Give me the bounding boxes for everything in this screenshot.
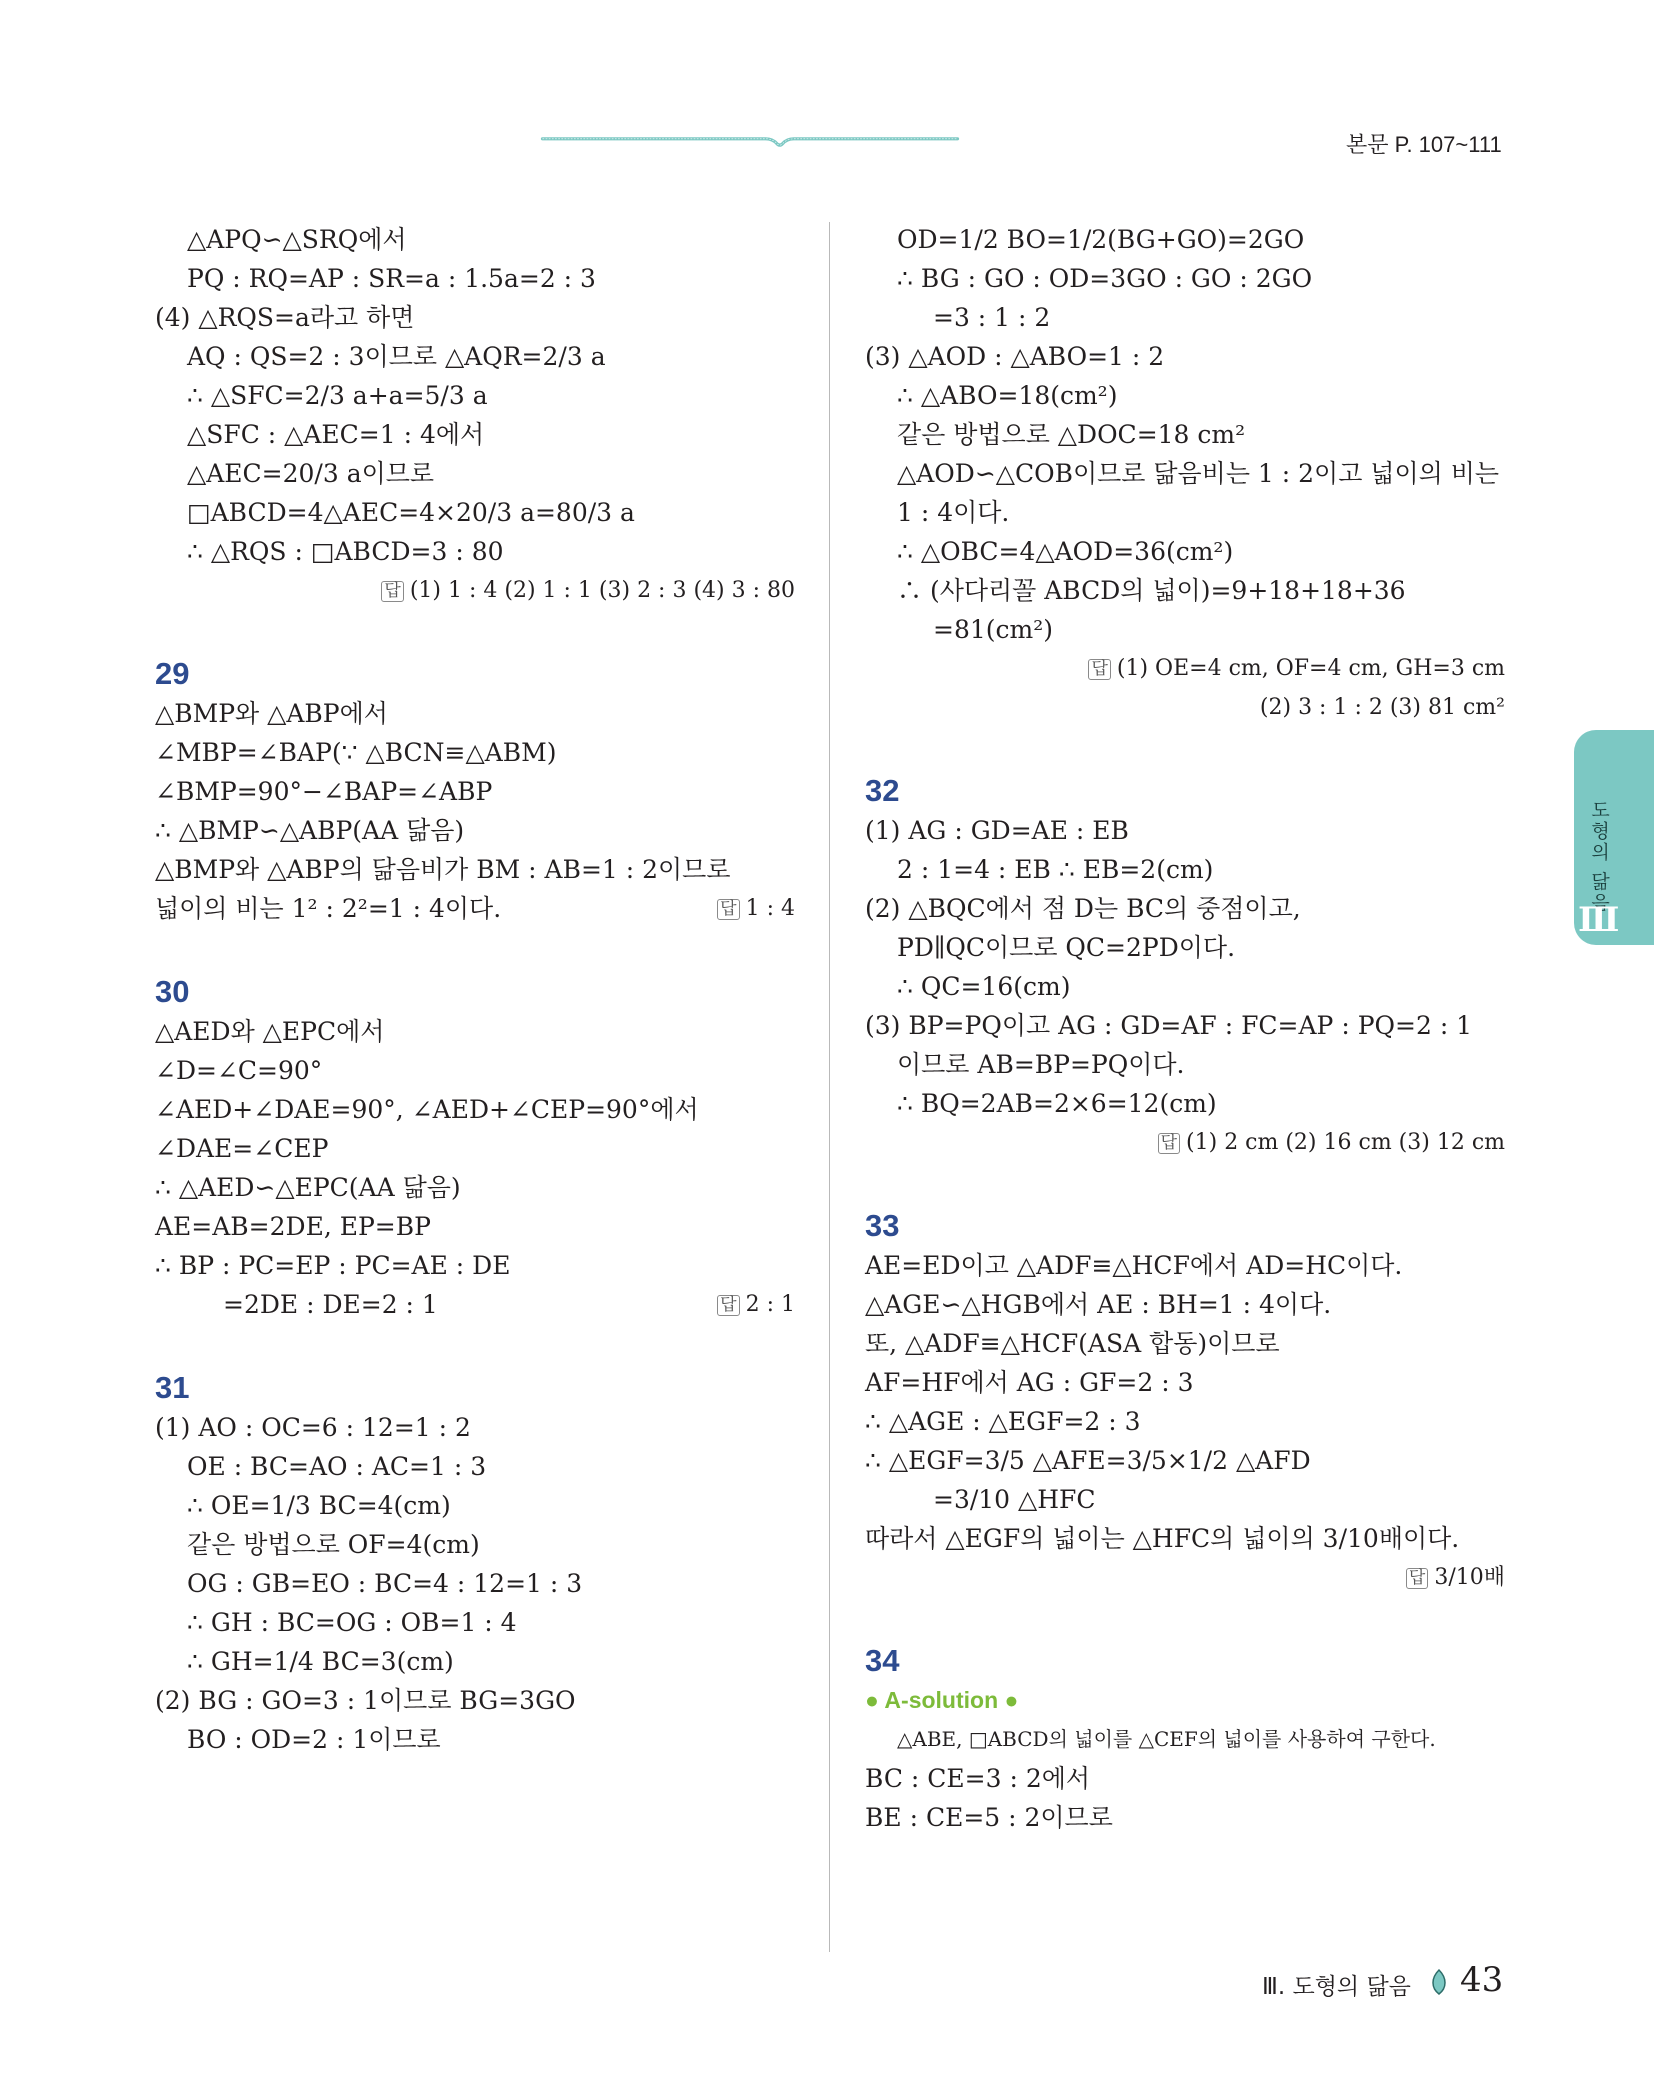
solution-line [865, 811, 1505, 850]
solution-line [865, 850, 1505, 889]
line-text: 30 [155, 974, 190, 1009]
line-text: ∴ QC=16(cm) [897, 972, 1071, 1001]
answer-mark-icon: 답 [717, 899, 739, 920]
line-text: 31 [155, 1370, 190, 1405]
solution-line [865, 1480, 1505, 1519]
line-text: □ABCD=4△AEC=4×20/3 a=80/3 a [187, 498, 635, 527]
solution-line [155, 850, 795, 889]
line-text: AF=HF에서 AG : GF=2 : 3 [865, 1368, 1194, 1397]
problem-number [865, 771, 1505, 811]
solution-line [155, 298, 795, 337]
answer-line [865, 1558, 1505, 1597]
line-text: ∴ GH : BC=OG : OB=1 : 4 [187, 1608, 517, 1637]
solution-line [865, 493, 1505, 532]
line-text: 또, △ADF≡△HCF(ASA 합동)이므로 [865, 1329, 1280, 1358]
line-text: BO : OD=2 : 1이므로 [187, 1725, 441, 1754]
line-text: =3 : 1 : 2 [933, 303, 1051, 332]
line-text: ∴ (사다리꼴 ABCD의 넓이)=9+18+18+36 [897, 576, 1406, 605]
line-text: ∴ △SFC=2/3 a+a=5/3 a [187, 381, 488, 410]
solution-line [865, 889, 1505, 928]
line-text: OG : GB=EO : BC=4 : 12=1 : 3 [187, 1569, 583, 1598]
answer-mark-icon: 답 [1406, 1568, 1428, 1589]
line-text: ∴ BQ=2AB=2×6=12(cm) [897, 1089, 1217, 1118]
line-text: 이므로 AB=BP=PQ이다. [897, 1050, 1185, 1079]
solution-line [155, 1525, 795, 1564]
line-text: AE=ED이고 △ADF≡△HCF에서 AD=HC이다. [865, 1251, 1403, 1280]
solution-line [155, 337, 795, 376]
solution-line [865, 1363, 1505, 1402]
line-text: (2) △BQC에서 점 D는 BC의 중점이고, [865, 894, 1301, 923]
problem-number [155, 972, 795, 1012]
line-text: ● A-solution ● [865, 1687, 1019, 1713]
right-column [865, 220, 1505, 1837]
answer-mark-icon: 답 [1088, 659, 1110, 680]
answer-inline [717, 889, 795, 928]
line-text: 29 [155, 656, 190, 691]
left-column [155, 220, 795, 1759]
solution-line [155, 376, 795, 415]
line-text: ∴ △BMP∽△ABP(AA 닮음) [155, 816, 465, 845]
page-number: 43 [1460, 1960, 1504, 2000]
line-text: AQ : QS=2 : 3이므로 △AQR=2/3 a [187, 342, 606, 371]
solution-line [155, 1408, 795, 1447]
problem-number [155, 654, 795, 694]
line-text: ∴ GH=1/4 BC=3(cm) [187, 1647, 454, 1676]
solution-line [865, 928, 1505, 967]
line-text: △BMP와 △ABP의 닮음비가 BM : AB=1 : 2이므로 [155, 855, 731, 884]
line-text: 3/10배 [1434, 1565, 1505, 1590]
line-text: (1) 2 cm (2) 16 cm (3) 12 cm [1186, 1130, 1505, 1155]
solution-line [155, 1603, 795, 1642]
solution-line [865, 259, 1505, 298]
line-text: (1) AG : GD=AE : EB [865, 816, 1129, 845]
side-tab-numeral: Ⅲ [1578, 900, 1620, 940]
line-text: BC : CE=3 : 2에서 [865, 1764, 1091, 1793]
line-text: 33 [865, 1208, 900, 1243]
line-text: ∴ BG : GO : OD=3GO : GO : 2GO [897, 264, 1313, 293]
side-tab-label: 도형의 닮음 [1588, 800, 1610, 914]
line-text: =3/10 △HFC [933, 1485, 1096, 1514]
line-text: OE : BC=AO : AC=1 : 3 [187, 1452, 487, 1481]
line-text: (1) OE=4 cm, OF=4 cm, GH=3 cm [1116, 656, 1505, 681]
solution-line [865, 1720, 1505, 1759]
line-text: 32 [865, 773, 900, 808]
solution-line [155, 532, 795, 571]
answer-inline [717, 1285, 795, 1324]
solution-line [155, 733, 795, 772]
line-text: ∴ △RQS : □ABCD=3 : 80 [187, 537, 504, 566]
leaf-icon [1428, 1968, 1450, 1996]
line-text: 따라서 △EGF의 넓이는 △HFC의 넓이의 3/10배이다. [865, 1524, 1460, 1553]
line-text: ∴ △AGE : △EGF=2 : 3 [865, 1407, 1141, 1436]
footer-chapter: Ⅲ. 도형의 닮음 [1262, 1974, 1411, 2000]
line-text: (1) AO : OC=6 : 12=1 : 2 [155, 1413, 471, 1442]
line-text: BE : CE=5 : 2이므로 [865, 1803, 1113, 1832]
line-text: △AOD∽△COB이므로 닮음비는 1 : 2이고 넓이의 비는 [897, 459, 1500, 488]
solution-line [865, 1285, 1505, 1324]
solution-line [865, 1519, 1505, 1558]
solution-line [155, 1207, 795, 1246]
line-text: ∴ OE=1/3 BC=4(cm) [187, 1491, 451, 1520]
solution-line [155, 811, 795, 850]
solution-line [155, 454, 795, 493]
line-text: △ABE, □ABCD의 넓이를 △CEF의 넓이를 사용하여 구한다. [897, 1727, 1436, 1751]
answer-value: 2 : 1 [745, 1292, 795, 1317]
solution-line [865, 1798, 1505, 1837]
solution-line [155, 772, 795, 811]
answer-line [865, 688, 1505, 727]
solution-line [155, 1168, 795, 1207]
line-text: ∴ △ABO=18(cm²) [897, 381, 1118, 410]
answer-mark-icon: 답 [717, 1295, 739, 1316]
line-text: △AED와 △EPC에서 [155, 1017, 385, 1046]
solution-line [155, 1486, 795, 1525]
line-text: (2) BG : GO=3 : 1이므로 BG=3GO [155, 1686, 576, 1715]
solution-line [865, 1045, 1505, 1084]
answer-line [155, 571, 795, 610]
solution-line [865, 337, 1505, 376]
solution-line [155, 493, 795, 532]
line-text: ∴ BP : PC=EP : PC=AE : DE [155, 1251, 511, 1280]
line-text: ∠AED+∠DAE=90°, ∠AED+∠CEP=90°에서 [155, 1095, 699, 1124]
line-text: PD∥QC이므로 QC=2PD이다. [897, 933, 1236, 962]
line-text: △AEC=20/3 a이므로 [187, 459, 435, 488]
line-text: △BMP와 △ABP에서 [155, 699, 388, 728]
line-text: △SFC : △AEC=1 : 4에서 [187, 420, 485, 449]
solution-line [865, 415, 1505, 454]
solution-line [155, 220, 795, 259]
solution-line [155, 1642, 795, 1681]
solution-line [865, 967, 1505, 1006]
line-text: 2 : 1=4 : EB ∴ EB=2(cm) [897, 855, 1214, 884]
line-text: (1) 1 : 4 (2) 1 : 1 (3) 2 : 3 (4) 3 : 80 [409, 578, 795, 603]
solution-text: 넓이의 비는 1² : 2²=1 : 4이다. [155, 894, 502, 923]
solution-line [865, 571, 1505, 610]
solution-line [865, 1084, 1505, 1123]
solution-line [865, 532, 1505, 571]
solution-line [155, 1564, 795, 1603]
line-text: 1 : 4이다. [897, 498, 1010, 527]
solution-line [865, 454, 1505, 493]
solution-line [155, 1447, 795, 1486]
solution-line [155, 1051, 795, 1090]
header-ribbon [155, 136, 1345, 150]
page-reference: 본문 P. 107~111 [1346, 132, 1502, 157]
line-text: ∴ △EGF=3/5 △AFE=3/5×1/2 △AFD [865, 1446, 1311, 1475]
line-text: (4) △RQS=a라고 하면 [155, 303, 415, 332]
problem-number [865, 1206, 1505, 1246]
solution-line [155, 1012, 795, 1051]
line-text: 34 [865, 1643, 900, 1678]
solution-line [865, 298, 1505, 337]
solution-line [155, 1246, 795, 1285]
answer-line [865, 1123, 1505, 1162]
solution-line [155, 1720, 795, 1759]
solution-line [155, 889, 795, 928]
line-text: ∠D=∠C=90° [155, 1056, 323, 1085]
solution-text: =2DE : DE=2 : 1 [223, 1290, 438, 1319]
line-text: (2) 3 : 1 : 2 (3) 81 cm² [1259, 695, 1505, 720]
line-text: OD=1/2 BO=1/2(BG+GO)=2GO [897, 225, 1305, 254]
solution-line [865, 1759, 1505, 1798]
column-divider [829, 222, 830, 1952]
line-text: 같은 방법으로 OF=4(cm) [187, 1530, 480, 1559]
solution-line [155, 1129, 795, 1168]
line-text: 같은 방법으로 △DOC=18 cm² [897, 420, 1246, 449]
line-text: ∠DAE=∠CEP [155, 1134, 329, 1163]
solution-line [155, 1285, 795, 1324]
line-text: ∴ △OBC=4△AOD=36(cm²) [897, 537, 1234, 566]
solution-line [865, 1006, 1505, 1045]
line-text: ∠MBP=∠BAP(∵ △BCN≡△ABM) [155, 738, 557, 767]
solution-line [865, 1441, 1505, 1480]
answer-mark-icon: 답 [381, 581, 403, 602]
line-text: AE=AB=2DE, EP=BP [155, 1212, 431, 1241]
line-text: PQ : RQ=AP : SR=a : 1.5a=2 : 3 [187, 264, 596, 293]
solution-line [865, 376, 1505, 415]
solution-line [865, 220, 1505, 259]
line-text: =81(cm²) [933, 615, 1053, 644]
solution-line [865, 1324, 1505, 1363]
line-text: △APQ∽△SRQ에서 [187, 225, 407, 254]
solution-line [155, 1681, 795, 1720]
line-text: (3) BP=PQ이고 AG : GD=AF : FC=AP : PQ=2 : 1 [865, 1011, 1473, 1040]
line-text: ∠BMP=90°−∠BAP=∠ABP [155, 777, 493, 806]
line-text: ∴ △AED∽△EPC(AA 닮음) [155, 1173, 461, 1202]
solution-line [155, 694, 795, 733]
solution-line [155, 259, 795, 298]
solution-line [155, 415, 795, 454]
solution-line [865, 1246, 1505, 1285]
answer-mark-icon: 답 [1158, 1133, 1180, 1154]
solution-line [865, 610, 1505, 649]
solution-line [155, 1090, 795, 1129]
answer-value: 1 : 4 [745, 896, 795, 921]
problem-number [155, 1368, 795, 1408]
line-text: (3) △AOD : △ABO=1 : 2 [865, 342, 1165, 371]
line-text: △AGE∽△HGB에서 AE : BH=1 : 4이다. [865, 1290, 1332, 1319]
answer-line [865, 649, 1505, 688]
solution-line [865, 1402, 1505, 1441]
problem-number [865, 1641, 1505, 1681]
solution-line [865, 1681, 1505, 1720]
